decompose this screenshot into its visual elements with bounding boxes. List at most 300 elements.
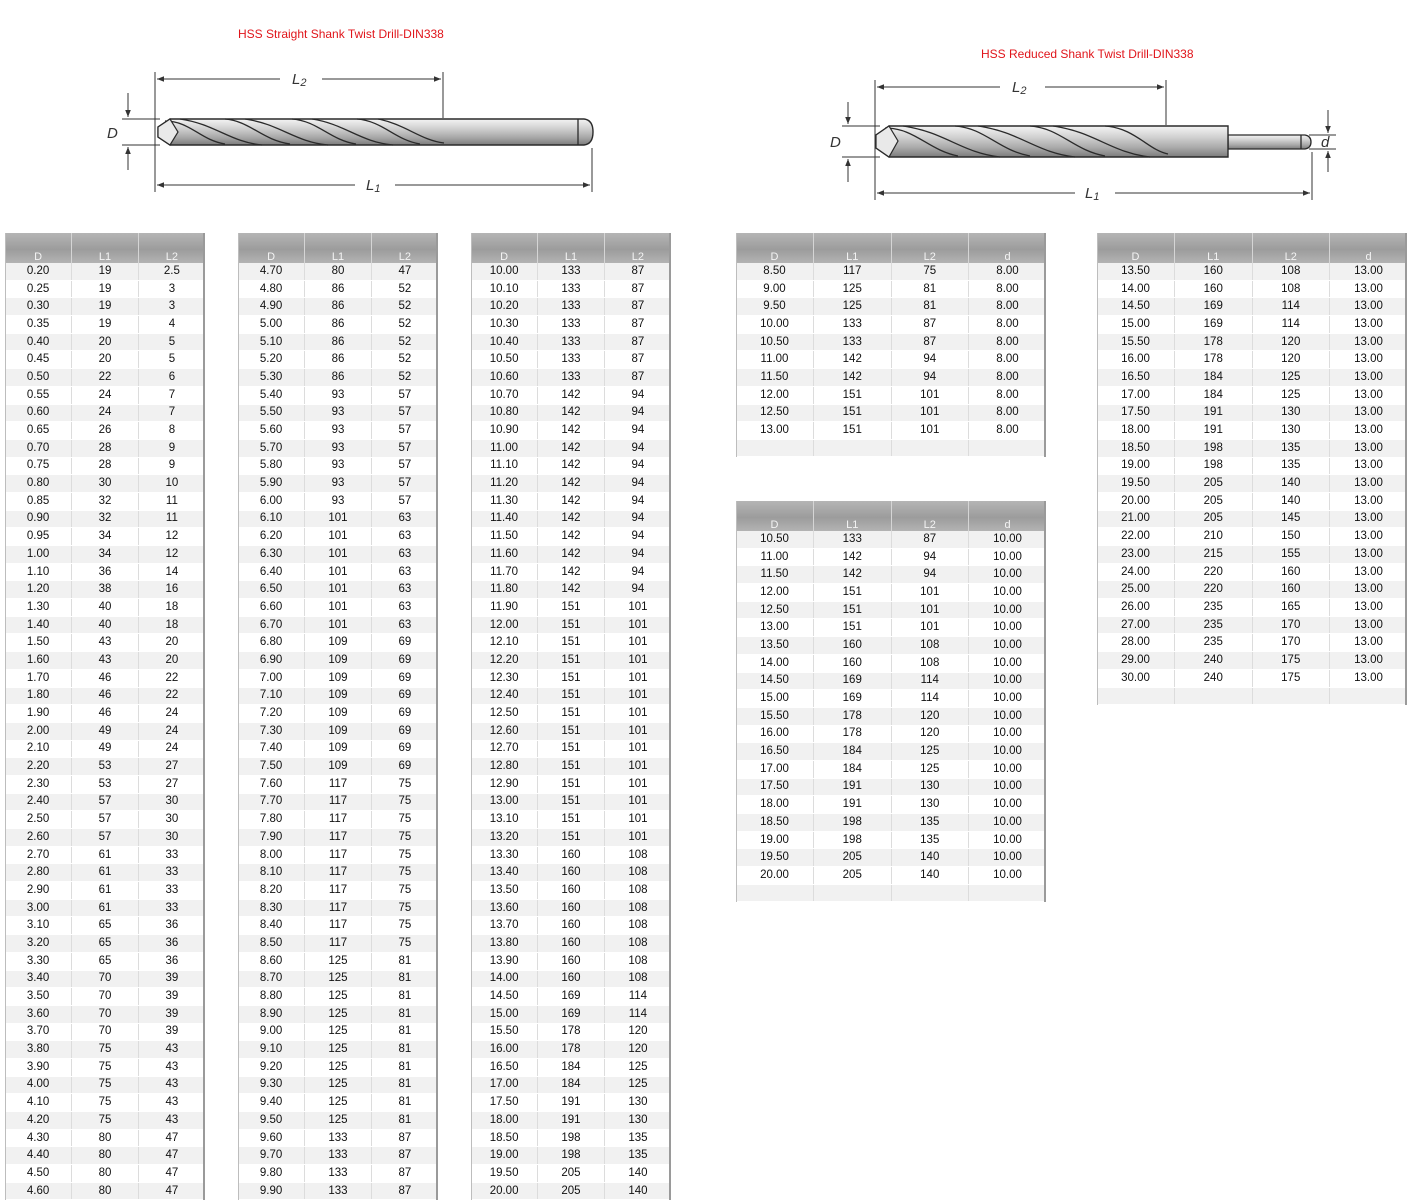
table-cell: 184 <box>538 1076 605 1094</box>
table-cell: 94 <box>604 581 671 599</box>
table-cell: 28 <box>72 439 139 457</box>
straight-l1-label: L1 <box>366 177 381 195</box>
table-cell: 160 <box>538 899 605 917</box>
table-row <box>238 1005 438 1023</box>
table-cell: 8 <box>138 422 205 440</box>
table-cell: 87 <box>371 1147 438 1165</box>
table-cell: 70 <box>72 1023 139 1041</box>
table-row <box>471 1058 671 1076</box>
table-row <box>471 369 671 387</box>
table-row <box>5 422 205 440</box>
table-row <box>5 722 205 740</box>
table-row <box>238 669 438 687</box>
table-cell: 11.00 <box>471 439 538 457</box>
table-row <box>5 492 205 510</box>
table-row <box>736 298 1046 316</box>
table-row <box>471 1165 671 1183</box>
column-header: D <box>238 233 305 263</box>
table-cell: 109 <box>305 652 372 670</box>
table-row <box>5 988 205 1006</box>
table-cell: 140 <box>891 867 969 885</box>
table-cell: 5.00 <box>238 316 305 334</box>
table-cell: 13.00 <box>1330 581 1408 599</box>
table-row <box>736 404 1046 422</box>
table-cell: 151 <box>538 705 605 723</box>
table-row <box>471 475 671 493</box>
table-row <box>238 722 438 740</box>
table-cell: 81 <box>891 298 969 316</box>
table-cell: 198 <box>1175 439 1253 457</box>
table-row <box>471 616 671 634</box>
table-row <box>1097 669 1407 687</box>
table-cell: 14.50 <box>736 672 814 690</box>
table-cell: 117 <box>305 864 372 882</box>
table-row <box>5 386 205 404</box>
table-row <box>5 899 205 917</box>
table-row <box>5 475 205 493</box>
table-row <box>736 333 1046 351</box>
table-row <box>471 1005 671 1023</box>
table-cell: 1.50 <box>5 634 72 652</box>
table-cell: 133 <box>814 316 892 334</box>
empty-cell <box>1175 687 1253 704</box>
table-cell: 18 <box>138 616 205 634</box>
table-cell: 6.40 <box>238 563 305 581</box>
table-cell: 0.65 <box>5 422 72 440</box>
reduced-shank-title: HSS Reduced Shank Twist Drill-DIN338 <box>981 47 1194 61</box>
table-cell: 130 <box>1252 422 1330 440</box>
table-cell: 57 <box>72 829 139 847</box>
table-cell: 80 <box>72 1165 139 1183</box>
table-cell: 22 <box>72 369 139 387</box>
table-row <box>736 422 1046 440</box>
table-row <box>471 510 671 528</box>
table-cell: 52 <box>371 316 438 334</box>
table-cell: 13.80 <box>471 935 538 953</box>
table-cell: 18.00 <box>471 1112 538 1130</box>
table-cell: 178 <box>814 707 892 725</box>
table-row <box>1097 404 1407 422</box>
table-row <box>238 492 438 510</box>
table-cell: 63 <box>371 563 438 581</box>
table-row <box>5 1023 205 1041</box>
table-cell: 49 <box>72 722 139 740</box>
table-cell: 8.30 <box>238 899 305 917</box>
table-cell: 69 <box>371 722 438 740</box>
table-row <box>1097 652 1407 670</box>
table-row <box>238 369 438 387</box>
table-cell: 63 <box>371 546 438 564</box>
table-cell: 13.00 <box>1330 510 1408 528</box>
table-row <box>1097 581 1407 599</box>
table-cell: 101 <box>305 563 372 581</box>
table-cell: 101 <box>604 775 671 793</box>
table-cell: 160 <box>538 917 605 935</box>
table-cell: 2.5 <box>138 263 205 280</box>
table-cell: 125 <box>305 988 372 1006</box>
table-cell: 19 <box>72 298 139 316</box>
table-cell: 4.50 <box>5 1165 72 1183</box>
table-cell: 3.20 <box>5 935 72 953</box>
table-row <box>1097 510 1407 528</box>
table-cell: 69 <box>371 669 438 687</box>
table-cell: 94 <box>604 510 671 528</box>
table-cell: 75 <box>371 899 438 917</box>
table-cell: 7.40 <box>238 740 305 758</box>
table-cell: 0.45 <box>5 351 72 369</box>
table-cell: 57 <box>72 811 139 829</box>
table-cell: 220 <box>1175 581 1253 599</box>
table-cell: 5.90 <box>238 475 305 493</box>
table-cell: 10.00 <box>969 531 1047 548</box>
table-cell: 47 <box>138 1165 205 1183</box>
table-row <box>736 707 1046 725</box>
table-row <box>238 1112 438 1130</box>
table-row <box>5 581 205 599</box>
table-cell: 198 <box>538 1147 605 1165</box>
table-cell: 13.20 <box>471 829 538 847</box>
table-cell: 0.60 <box>5 404 72 422</box>
table-row <box>238 988 438 1006</box>
table-cell: 93 <box>305 404 372 422</box>
table-cell: 1.90 <box>5 705 72 723</box>
table-cell: 81 <box>371 1058 438 1076</box>
table-header-row <box>1097 233 1407 263</box>
table-cell: 191 <box>814 796 892 814</box>
table-row <box>238 740 438 758</box>
table-cell: 169 <box>1175 316 1253 334</box>
table-cell: 43 <box>138 1094 205 1112</box>
table-cell: 125 <box>305 1058 372 1076</box>
column-header: L2 <box>138 233 205 263</box>
column-header: L2 <box>891 501 969 531</box>
straight-shank-title: HSS Straight Shank Twist Drill-DIN338 <box>238 27 444 41</box>
table-row <box>736 351 1046 369</box>
table-cell: 14.50 <box>1097 298 1175 316</box>
table-cell: 7.10 <box>238 687 305 705</box>
table-row <box>1097 316 1407 334</box>
table-cell: 0.55 <box>5 386 72 404</box>
table-cell: 160 <box>814 654 892 672</box>
table-cell: 13.50 <box>1097 263 1175 280</box>
table-cell: 7.50 <box>238 758 305 776</box>
table-cell: 130 <box>891 778 969 796</box>
table-cell: 30 <box>138 829 205 847</box>
table-cell: 4.70 <box>238 263 305 280</box>
table-row <box>5 599 205 617</box>
table-cell: 108 <box>891 654 969 672</box>
table-cell: 10.50 <box>736 333 814 351</box>
table-row <box>1097 298 1407 316</box>
table-cell: 13.00 <box>1330 652 1408 670</box>
table-cell: 81 <box>371 1023 438 1041</box>
table-row <box>471 1147 671 1165</box>
table-row <box>238 510 438 528</box>
table-cell: 33 <box>138 882 205 900</box>
table-cell: 101 <box>604 616 671 634</box>
table-cell: 151 <box>538 599 605 617</box>
table-cell: 169 <box>814 672 892 690</box>
table-cell: 94 <box>604 386 671 404</box>
table-row <box>471 652 671 670</box>
table-cell: 57 <box>371 492 438 510</box>
table-cell: 24.00 <box>1097 563 1175 581</box>
table-row <box>5 1147 205 1165</box>
table-cell: 13.00 <box>1330 351 1408 369</box>
table-cell: 109 <box>305 687 372 705</box>
table-cell: 16.50 <box>1097 369 1175 387</box>
table-cell: 114 <box>1252 298 1330 316</box>
table-cell: 8.20 <box>238 882 305 900</box>
table-cell: 160 <box>538 882 605 900</box>
table-cell: 151 <box>538 811 605 829</box>
table-cell: 11.50 <box>736 369 814 387</box>
table-cell: 18.50 <box>736 814 814 832</box>
table-cell: 2.20 <box>5 758 72 776</box>
table-cell: 170 <box>1252 634 1330 652</box>
table-cell: 133 <box>305 1147 372 1165</box>
table-row <box>736 548 1046 566</box>
table-row <box>1097 351 1407 369</box>
table-cell: 75 <box>72 1112 139 1130</box>
table-cell: 0.35 <box>5 316 72 334</box>
table-cell: 11.00 <box>736 351 814 369</box>
table-cell: 3.40 <box>5 970 72 988</box>
table-row <box>5 811 205 829</box>
table-cell: 86 <box>305 280 372 298</box>
table-row <box>5 952 205 970</box>
table-cell: 81 <box>371 970 438 988</box>
table-cell: 17.50 <box>736 778 814 796</box>
table-cell: 4.20 <box>5 1112 72 1130</box>
table-cell: 133 <box>305 1129 372 1147</box>
table-cell: 4.80 <box>238 280 305 298</box>
table-cell: 198 <box>538 1129 605 1147</box>
table-cell: 12.60 <box>471 722 538 740</box>
table-row <box>238 687 438 705</box>
table-cell: 101 <box>604 829 671 847</box>
table-cell: 57 <box>371 475 438 493</box>
table-cell: 8.00 <box>969 316 1047 334</box>
table-cell: 125 <box>1252 369 1330 387</box>
table-cell: 10.00 <box>969 637 1047 655</box>
table-cell: 9.70 <box>238 1147 305 1165</box>
table-cell: 75 <box>371 864 438 882</box>
table-cell: 43 <box>72 634 139 652</box>
table-cell: 9.50 <box>238 1112 305 1130</box>
table-row <box>471 988 671 1006</box>
table-row <box>238 793 438 811</box>
table-cell: 11 <box>138 492 205 510</box>
table-row <box>471 687 671 705</box>
table-cell: 142 <box>814 369 892 387</box>
table-cell: 0.85 <box>5 492 72 510</box>
table-cell: 0.75 <box>5 457 72 475</box>
table-row <box>5 935 205 953</box>
table-cell: 101 <box>891 386 969 404</box>
table-cell: 9.20 <box>238 1058 305 1076</box>
table-cell: 142 <box>538 439 605 457</box>
table-row <box>471 581 671 599</box>
reduced-l1-label: L1 <box>1085 185 1100 203</box>
table-row <box>238 1182 438 1200</box>
table-row <box>5 1165 205 1183</box>
table-cell: 2.10 <box>5 740 72 758</box>
table-cell: 13.90 <box>471 952 538 970</box>
empty-cell <box>736 439 814 456</box>
table-cell: 9 <box>138 457 205 475</box>
table-cell: 125 <box>891 743 969 761</box>
table-cell: 36 <box>72 563 139 581</box>
empty-cell <box>891 439 969 456</box>
table-row <box>1097 528 1407 546</box>
table-cell: 125 <box>305 1041 372 1059</box>
table-cell: 87 <box>891 316 969 334</box>
column-header: L2 <box>891 233 969 263</box>
table-cell: 8.00 <box>969 386 1047 404</box>
table-cell: 151 <box>538 616 605 634</box>
table-cell: 101 <box>604 652 671 670</box>
table-cell: 49 <box>72 740 139 758</box>
table-cell: 191 <box>538 1094 605 1112</box>
table-cell: 3.90 <box>5 1058 72 1076</box>
table-cell: 109 <box>305 740 372 758</box>
table-row <box>5 1094 205 1112</box>
column-header: L1 <box>814 501 892 531</box>
table-cell: 142 <box>538 563 605 581</box>
table-cell: 151 <box>538 669 605 687</box>
table-cell: 20.00 <box>471 1182 538 1200</box>
table-cell: 191 <box>538 1112 605 1130</box>
table-row <box>5 333 205 351</box>
table-cell: 160 <box>538 970 605 988</box>
table-cell: 178 <box>814 725 892 743</box>
table-cell: 1.00 <box>5 546 72 564</box>
table-row <box>238 1129 438 1147</box>
empty-cell <box>1330 687 1408 704</box>
table-cell: 6.60 <box>238 599 305 617</box>
table-cell: 205 <box>1175 475 1253 493</box>
table-cell: 19.00 <box>736 831 814 849</box>
table-cell: 24 <box>138 705 205 723</box>
table-cell: 27.00 <box>1097 616 1175 634</box>
table-cell: 109 <box>305 758 372 776</box>
table-cell: 4.60 <box>5 1182 72 1200</box>
table-row <box>471 1182 671 1200</box>
table-cell: 205 <box>538 1182 605 1200</box>
table-cell: 108 <box>891 637 969 655</box>
table-cell: 142 <box>538 546 605 564</box>
table-cell: 0.30 <box>5 298 72 316</box>
table-cell: 1.20 <box>5 581 72 599</box>
table-row <box>238 475 438 493</box>
table-cell: 19 <box>72 280 139 298</box>
table-cell: 94 <box>891 351 969 369</box>
table-cell: 94 <box>891 566 969 584</box>
table-cell: 87 <box>371 1182 438 1200</box>
table-cell: 9.80 <box>238 1165 305 1183</box>
table-cell: 13.00 <box>1330 280 1408 298</box>
table-cell: 93 <box>305 386 372 404</box>
table-cell: 86 <box>305 369 372 387</box>
table-cell: 13.00 <box>1330 263 1408 280</box>
table-row <box>5 775 205 793</box>
table-cell: 33 <box>138 846 205 864</box>
table-row <box>471 351 671 369</box>
table-cell: 63 <box>371 599 438 617</box>
table-row <box>5 1182 205 1200</box>
table-row <box>238 758 438 776</box>
table-cell: 117 <box>305 917 372 935</box>
reduced-shank-table-10mm <box>736 501 1046 902</box>
table-cell: 0.25 <box>5 280 72 298</box>
table-cell: 11.80 <box>471 581 538 599</box>
table-cell: 28 <box>72 457 139 475</box>
table-cell: 130 <box>604 1112 671 1130</box>
table-row <box>736 867 1046 885</box>
table-cell: 5.70 <box>238 439 305 457</box>
table-row <box>238 422 438 440</box>
table-cell: 61 <box>72 864 139 882</box>
reduced-l2-label: L2 <box>1012 79 1027 97</box>
table-cell: 108 <box>604 952 671 970</box>
table-cell: 108 <box>1252 263 1330 280</box>
table-cell: 69 <box>371 705 438 723</box>
table-cell: 13.30 <box>471 846 538 864</box>
table-row <box>471 1023 671 1041</box>
table-row <box>5 829 205 847</box>
table-cell: 0.40 <box>5 333 72 351</box>
table-cell: 75 <box>72 1076 139 1094</box>
table-cell: 12.20 <box>471 652 538 670</box>
table-row <box>471 386 671 404</box>
table-row <box>5 793 205 811</box>
table-cell: 61 <box>72 882 139 900</box>
table-cell: 93 <box>305 475 372 493</box>
table-row <box>238 263 438 280</box>
table-cell: 86 <box>305 333 372 351</box>
table-cell: 3.80 <box>5 1041 72 1059</box>
table-cell: 87 <box>604 280 671 298</box>
table-cell: 11.70 <box>471 563 538 581</box>
table-cell: 33 <box>138 864 205 882</box>
table-cell: 61 <box>72 846 139 864</box>
table-cell: 169 <box>538 988 605 1006</box>
table-cell: 87 <box>604 333 671 351</box>
table-cell: 93 <box>305 422 372 440</box>
table-cell: 1.70 <box>5 669 72 687</box>
table-cell: 9.00 <box>736 280 814 298</box>
table-cell: 94 <box>604 563 671 581</box>
column-header: d <box>969 501 1047 531</box>
table-cell: 2.60 <box>5 829 72 847</box>
table-cell: 34 <box>72 546 139 564</box>
table-cell: 7.80 <box>238 811 305 829</box>
table-cell: 133 <box>814 333 892 351</box>
table-cell: 125 <box>305 1076 372 1094</box>
table-cell: 13.00 <box>1330 369 1408 387</box>
table-cell: 2.80 <box>5 864 72 882</box>
table-cell: 12.10 <box>471 634 538 652</box>
table-cell: 11.10 <box>471 457 538 475</box>
table-cell: 20 <box>72 333 139 351</box>
table-cell: 13.00 <box>736 619 814 637</box>
column-header: D <box>5 233 72 263</box>
table-cell: 114 <box>604 1005 671 1023</box>
table-cell: 17.00 <box>1097 386 1175 404</box>
table-cell: 75 <box>371 775 438 793</box>
table-cell: 101 <box>305 599 372 617</box>
